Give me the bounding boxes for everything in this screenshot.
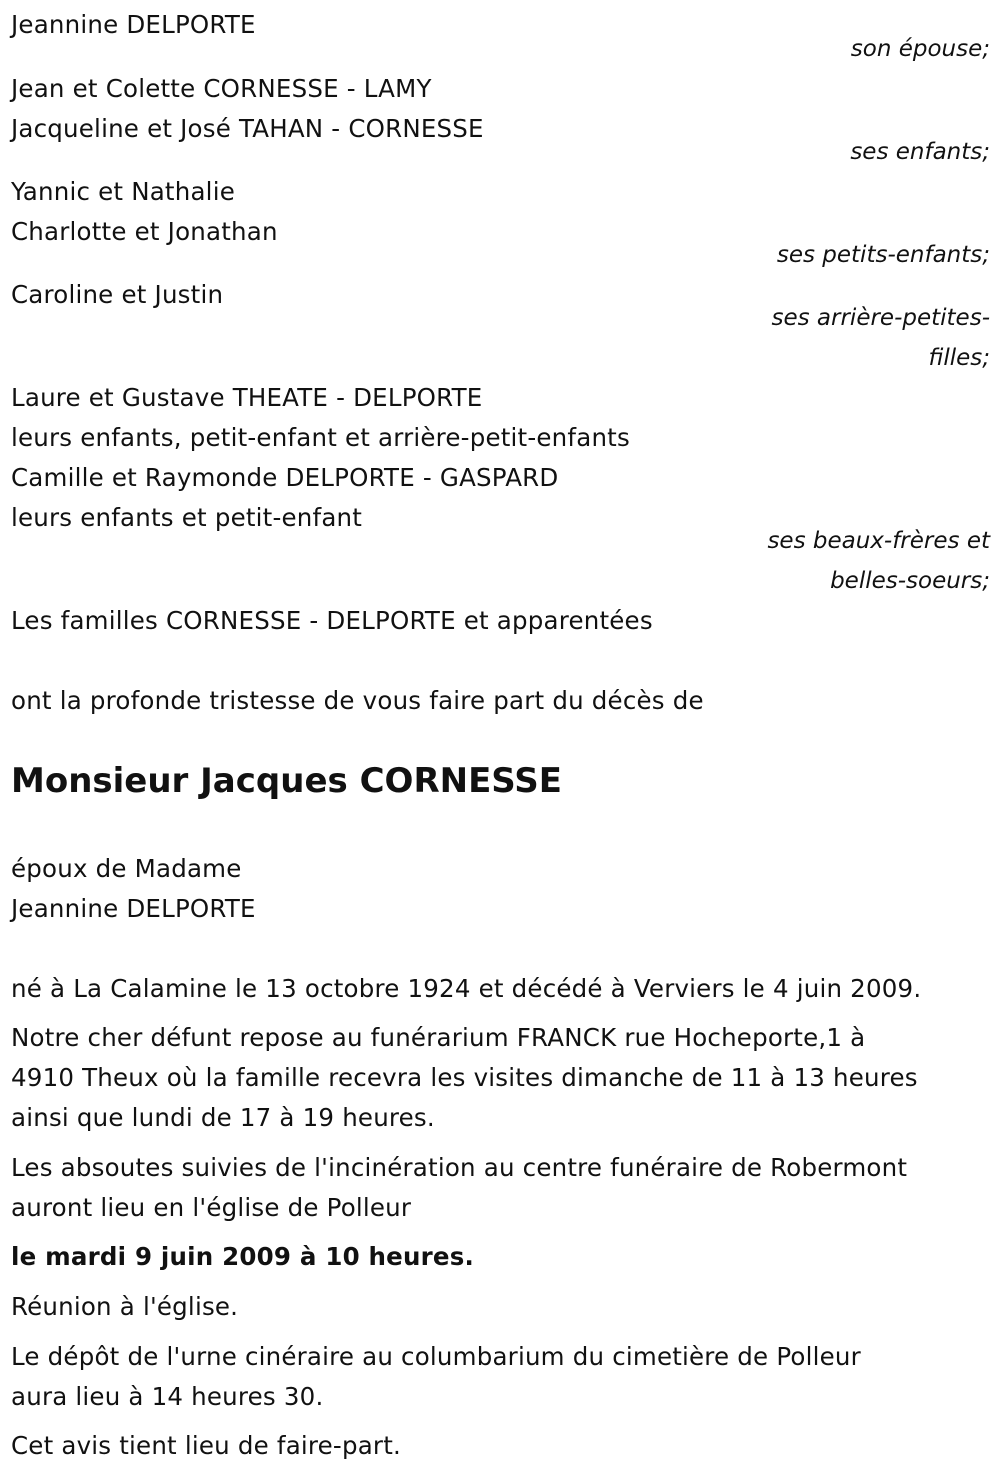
grandchildren-relation: ses petits-enfants; (776, 242, 990, 268)
child-line: Jacqueline et José TAHAN - CORNESSE (11, 114, 484, 143)
spouse-relation: son épouse; (850, 36, 990, 62)
deceased-name: Monsieur Jacques CORNESSE (11, 761, 562, 801)
urn-line: Le dépôt de l'urne cinéraire au columbarium du cimetière de Polleur (11, 1342, 861, 1371)
ceremony-date: le mardi 9 juin 2009 à 10 heures. (11, 1242, 475, 1271)
in-laws-relation-2: belles-soeurs; (830, 568, 990, 594)
child-line: Jean et Colette CORNESSE - LAMY (11, 74, 432, 103)
in-law-line: Camille et Raymonde DELPORTE - GASPARD (11, 463, 559, 492)
spouse-of-name: Jeannine DELPORTE (11, 894, 256, 923)
grandchild-line: Yannic et Nathalie (11, 177, 235, 206)
ceremony-line: Les absoutes suivies de l'incinération au centre funéraire de Robermont (11, 1153, 908, 1182)
ceremony-line: auront lieu en l'église de Polleur (11, 1193, 412, 1222)
great-grandchildren-relation-2: filles; (928, 345, 990, 371)
announcement-line: ont la profonde tristesse de vous faire part du décès de (11, 686, 704, 715)
funerarium-line: 4910 Theux où la famille recevra les visites dimanche de 11 à 13 heures (11, 1063, 918, 1092)
in-law-line: leurs enfants, petit-enfant et arrière-petit-enfants (11, 423, 630, 452)
children-relation: ses enfants; (850, 139, 990, 165)
birth-death-line: né à La Calamine le 13 octobre 1924 et décédé à Verviers le 4 juin 2009. (11, 974, 922, 1003)
grandchild-line: Charlotte et Jonathan (11, 217, 278, 246)
great-grandchild-line: Caroline et Justin (11, 280, 224, 309)
spouse-of-line: époux de Madame (11, 854, 242, 883)
spouse-name: Jeannine DELPORTE (11, 10, 256, 39)
in-law-line: leurs enfants et petit-enfant (11, 503, 363, 532)
funerarium-line: ainsi que lundi de 17 à 19 heures. (11, 1103, 435, 1132)
families-line: Les familles CORNESSE - DELPORTE et apparentées (11, 606, 653, 635)
in-laws-relation-1: ses beaux-frères et (767, 528, 990, 554)
closing-line: Cet avis tient lieu de faire-part. (11, 1431, 401, 1460)
great-grandchildren-relation-1: ses arrière-petites- (771, 305, 990, 331)
in-law-line: Laure et Gustave THEATE - DELPORTE (11, 383, 483, 412)
urn-line: aura lieu à 14 heures 30. (11, 1382, 324, 1411)
funerarium-line: Notre cher défunt repose au funérarium FRANCK rue Hocheporte,1 à (11, 1023, 866, 1052)
meeting-line: Réunion à l'église. (11, 1292, 239, 1321)
